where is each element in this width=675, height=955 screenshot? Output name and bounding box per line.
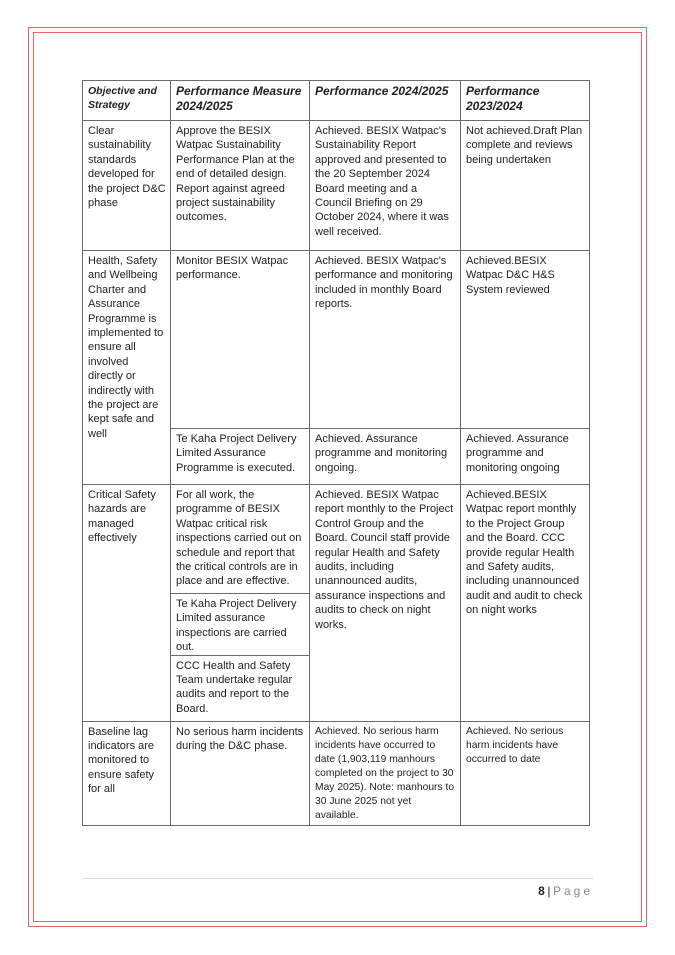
footer-divider	[82, 878, 593, 879]
cell-performance-2025: Achieved. BESIX Watpac's performance and monitoring included in monthly Board reports.	[310, 251, 461, 429]
table-row	[83, 485, 590, 594]
page-number: 8	[538, 884, 546, 898]
cell-performance-2025: Achieved. BESIX Watpac's Sustainability Report approved and presented to the 20 September 2024 Board meeting and a Council Briefing on 29 October 2024, where it was well received.	[310, 121, 461, 251]
cell-performance-2024: Achieved.BESIX Watpac D&C H&S System reviewed	[461, 251, 590, 429]
cell-performance-2024: Not achieved.Draft Plan complete and reviews being undertaken	[461, 121, 590, 251]
performance-table	[82, 80, 590, 826]
cell-performance-2025: Achieved. BESIX Watpac report monthly to the Project Control Group and the Board. Council staff provide regular Health and Safety audits, including unannounced audits, assurance inspections and audits to check on night works.	[310, 485, 461, 722]
cell-performance-2025: Achieved. Assurance programme and monitoring ongoing.	[310, 429, 461, 485]
cell-performance-2024: Achieved. Assurance programme and monitoring ongoing	[461, 429, 590, 485]
cell-measure: Monitor BESIX Watpac performance.	[171, 251, 310, 429]
cell-measure: For all work, the programme of BESIX Watpac critical risk inspections carried out on schedule and report that the critical controls are in place and are effective.	[171, 485, 310, 594]
cell-measure: Te Kaha Project Delivery Limited assurance inspections are carried out.	[171, 594, 310, 656]
page-footer	[538, 884, 593, 898]
cell-performance-2025: Achieved. No serious harm incidents have occurred to date (1,903,119 manhours completed on the project to 30 May 2025). Note: manhours to 30 June 2025 not yet available.	[310, 721, 461, 825]
header-objective: Objective and Strategy	[83, 81, 171, 121]
table-row	[83, 121, 590, 251]
table-header-row	[83, 81, 590, 121]
header-performance-2024-2025: Performance 2024/2025	[310, 81, 461, 121]
cell-performance-2024: Achieved.BESIX Watpac report monthly to the Project Group and the Board. CCC provide regular Health and Safety audits, including unannounced audit and audit to check on night works	[461, 485, 590, 722]
page-separator: |	[547, 884, 551, 898]
cell-objective: Clear sustainability standards developed for the project D&C phase	[83, 121, 171, 251]
cell-measure: No serious harm incidents during the D&C phase.	[171, 721, 310, 825]
header-measure: Performance Measure 2024/2025	[171, 81, 310, 121]
cell-measure: CCC Health and Safety Team undertake regular audits and report to the Board.	[171, 655, 310, 721]
cell-objective: Health, Safety and Wellbeing Charter and Assurance Programme is implemented to ensure all involved directly or indirectly with the project are kept safe and well	[83, 251, 171, 485]
header-performance-2023-2024: Performance 2023/2024	[461, 81, 590, 121]
cell-performance-2024: Achieved. No serious harm incidents have occurred to date	[461, 721, 590, 825]
page-label: Page	[552, 884, 593, 898]
table-row	[83, 721, 590, 825]
cell-objective: Critical Safety hazards are managed effectively	[83, 485, 171, 722]
cell-measure: Approve the BESIX Watpac Sustainability Performance Plan at the end of detailed design. Report against agreed project sustainability outcomes.	[171, 121, 310, 251]
cell-measure: Te Kaha Project Delivery Limited Assurance Programme is executed.	[171, 429, 310, 485]
cell-objective: Baseline lag indicators are monitored to ensure safety for all	[83, 721, 171, 825]
table-row	[83, 251, 590, 429]
